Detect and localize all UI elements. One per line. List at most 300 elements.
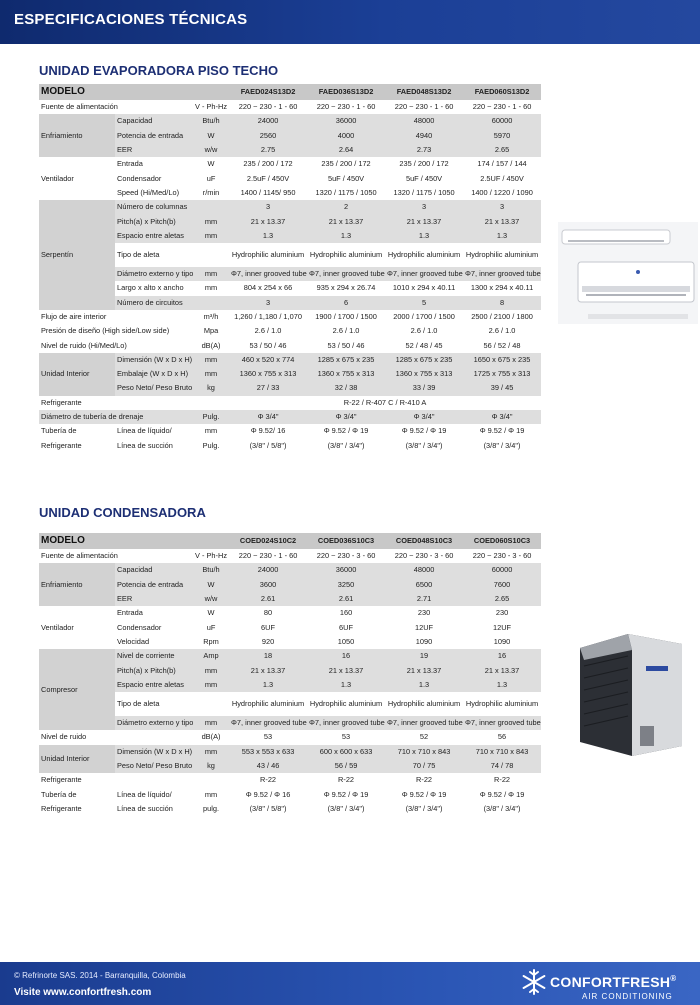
row-value: 36000 [307, 563, 385, 577]
row-value: 3250 [307, 578, 385, 592]
row-value: 220 ~ 230 - 1 - 60 [472, 102, 532, 112]
row-value: 1900 / 1700 / 1500 [315, 312, 377, 321]
row-value: 70 / 75 [385, 759, 463, 773]
row-unit: kg [193, 381, 229, 395]
row-unit: W [207, 159, 215, 169]
tuberia-label: Tubería de [41, 426, 77, 436]
row-value: 235 / 200 / 172 [243, 159, 293, 169]
drenaje-value: Φ 3/4" [463, 410, 541, 424]
row-value: 2.6 / 1.0 [488, 326, 516, 336]
row-value: Hydrophilic aluminium [309, 249, 383, 259]
row-value: 1360 x 755 x 313 [385, 367, 463, 381]
row-value: Hydrophilic aluminium [309, 698, 383, 708]
row-label: Presión de diseño (High side/Low side) [41, 326, 170, 336]
spec-row [39, 338, 541, 352]
brand-subtitle: AIR CONDITIONING [582, 992, 673, 1001]
row-group-label: Serpentín [39, 200, 115, 310]
row-value: 2.6 / 1.0 [332, 326, 360, 336]
row-label: EER [115, 143, 193, 157]
row-label: Entrada [117, 159, 143, 169]
succion-label: Línea de succión [117, 803, 173, 813]
snowflake-icon [520, 968, 548, 996]
row-value: 16 [463, 649, 541, 663]
row-value: Φ7, inner grooved tube [229, 716, 307, 730]
row-value: 56 / 52 / 48 [483, 340, 521, 350]
footer-website-link[interactable]: Visite www.confortfresh.com [14, 987, 152, 998]
row-label: Número de circuitos [115, 296, 193, 310]
row-label: Capacidad [115, 114, 193, 128]
row-value: 4940 [385, 129, 463, 143]
row-group-label: Enfriamiento [39, 114, 115, 157]
row-unit: dB(A) [201, 732, 221, 742]
row-unit: W [207, 608, 215, 618]
row-value: 174 / 157 / 144 [477, 159, 527, 169]
spec-row [39, 114, 541, 128]
row-value: 6UF [339, 622, 354, 632]
row-value: 1.3 [307, 229, 385, 243]
tuberia-mm-value: Φ 9.52 / Φ 19 [479, 789, 525, 799]
row-unit: dB(A) [201, 340, 221, 350]
tuberia-in-value: (3/8" / 3/4") [327, 803, 365, 813]
row-value: 2560 [229, 129, 307, 143]
row-unit [193, 773, 229, 787]
tuberia-mm-value: Φ 9.52 / Φ 16 [245, 789, 291, 799]
tuberia-label: Tubería de [41, 789, 77, 799]
row-value: 1725 x 755 x 313 [463, 367, 541, 381]
row-value: 1650 x 675 x 235 [463, 353, 541, 367]
row-value: 53 [263, 732, 273, 742]
row-group-label: Ventilador [39, 157, 115, 200]
spec-row [39, 381, 541, 395]
row-value: 36000 [307, 114, 385, 128]
spec-row [39, 716, 541, 730]
row-value: 1.3 [307, 678, 385, 692]
row-value: 7600 [463, 578, 541, 592]
tuberia-row [39, 439, 541, 453]
row-value: 1320 / 1175 / 1050 [315, 187, 377, 197]
spec-row [39, 157, 541, 171]
spec-row [39, 200, 541, 214]
tuberia-unit: mm [204, 789, 218, 799]
drenaje-unit: Pulg. [193, 410, 229, 424]
row-unit: Rpm [203, 636, 219, 646]
spec-row [39, 296, 541, 310]
row-value: 2.6 / 1.0 [254, 326, 282, 336]
row-unit: m³/h [203, 312, 219, 321]
row-label: Espacio entre aletas [115, 678, 193, 692]
row-label: Embalaje (W x D x H) [115, 367, 193, 381]
row-value: 1285 x 675 x 235 [385, 353, 463, 367]
row-label: Velocidad [117, 636, 150, 646]
drenaje-value: Φ 3/4" [307, 410, 385, 424]
spec-row [39, 578, 541, 592]
row-value: 21 x 13.37 [307, 214, 385, 228]
brand-logo [550, 974, 676, 990]
row-value: 1285 x 675 x 235 [307, 353, 385, 367]
row-group-label: Compresor [39, 649, 115, 730]
row-value: 3600 [229, 578, 307, 592]
tuberia-mm-value: Φ 9.52 / Φ 19 [401, 789, 447, 799]
row-label: Dimensión (W x D x H) [115, 745, 193, 759]
row-label: Fuente de alimentación [41, 551, 118, 561]
row-value: 24000 [229, 563, 307, 577]
row-value: 220 ~ 230 - 3 - 60 [472, 551, 532, 561]
row-value: 12UF [492, 622, 512, 632]
row-unit: Btu/h [193, 563, 229, 577]
row-value: 21 x 13.37 [463, 663, 541, 677]
row-value: 3 [463, 200, 541, 214]
tuberia-unit: mm [204, 426, 218, 436]
row-value: 220 ~ 230 - 3 - 60 [394, 551, 454, 561]
evaporadora-spec-table [39, 84, 541, 453]
tuberia-row [39, 787, 541, 801]
row-unit: Btu/h [193, 114, 229, 128]
spec-row [39, 549, 541, 563]
refrigerante-label: Refrigerante [41, 397, 82, 407]
row-value: 2.6 / 1.0 [410, 326, 438, 336]
spec-row [39, 186, 541, 200]
succion-label: Línea de succión [117, 440, 173, 450]
row-label: Peso Neto/ Peso Bruto [115, 759, 193, 773]
tuberia-row [39, 424, 541, 438]
spec-row [39, 143, 541, 157]
row-value: 5 [385, 296, 463, 310]
row-value: 1.3 [385, 678, 463, 692]
model-name: FAED024S13D2 [229, 84, 307, 100]
row-label: EER [115, 592, 193, 606]
tuberia-label: Refrigerante [41, 440, 82, 450]
row-value: 2 [307, 200, 385, 214]
tuberia-in-value: (3/8" / 3/4") [405, 803, 443, 813]
row-label: Peso Neto/ Peso Bruto [115, 381, 193, 395]
spec-row [39, 100, 541, 114]
row-value: 1.3 [229, 678, 307, 692]
row-value: 53 / 50 / 46 [249, 340, 287, 350]
row-value: 2.71 [385, 592, 463, 606]
spec-row [39, 281, 541, 295]
spec-row [39, 678, 541, 692]
spec-row [39, 592, 541, 606]
row-value: 1360 x 755 x 313 [307, 367, 385, 381]
liquido-label: Línea de líquido/ [117, 426, 172, 436]
row-value: 56 [497, 732, 507, 742]
refrigerante-row [39, 396, 541, 410]
row-value: 53 [341, 732, 351, 742]
row-value: 2.75 [229, 143, 307, 157]
row-value: 3 [385, 200, 463, 214]
row-value: 160 [339, 608, 353, 618]
row-value: 235 / 200 / 172 [321, 159, 371, 169]
row-value: 21 x 13.37 [385, 214, 463, 228]
row-value: 8 [463, 296, 541, 310]
row-value: 6 [307, 296, 385, 310]
spec-row [39, 649, 541, 663]
model-name: FAED060S13D2 [463, 84, 541, 100]
row-group-label: Unidad Interior [39, 745, 115, 774]
row-value: 12UF [414, 622, 434, 632]
drenaje-row [39, 410, 541, 424]
row-label: Pitch(a) x Pitch(b) [115, 663, 193, 677]
row-unit: mm [193, 367, 229, 381]
spec-row [39, 563, 541, 577]
row-value: 220 ~ 230 - 1 - 60 [238, 551, 298, 561]
outdoor-unit-photo [570, 630, 688, 758]
row-unit [193, 296, 229, 310]
row-value: 935 x 294 x 26.74 [316, 283, 376, 293]
spec-row [39, 214, 541, 228]
spec-row [39, 243, 541, 267]
tuberia-in-value: (3/8" / 3/4") [483, 803, 521, 813]
row-unit: W [193, 129, 229, 143]
row-unit: W [193, 578, 229, 592]
model-name: FAED036S13D2 [307, 84, 385, 100]
row-label: Diámetro externo y tipo [115, 716, 193, 730]
row-value: 21 x 13.37 [229, 214, 307, 228]
row-value: 1400 / 1145/ 950 [240, 187, 296, 197]
spec-row [39, 606, 541, 620]
row-value: Φ7, inner grooved tube [463, 716, 541, 730]
spec-row [39, 730, 541, 744]
row-unit: mm [193, 267, 229, 281]
model-header-row [39, 84, 541, 100]
tuberia-label: Refrigerante [41, 803, 82, 813]
row-unit: mm [204, 283, 218, 293]
row-value: Φ7, inner grooved tube [463, 267, 541, 281]
spec-row [39, 759, 541, 773]
model-name: COED036S10C3 [307, 533, 385, 549]
row-value: Φ7, inner grooved tube [385, 267, 463, 281]
model-name: COED024S10C2 [229, 533, 307, 549]
tuberia-unit: Pulg. [202, 440, 220, 450]
row-value: 600 x 600 x 633 [307, 745, 385, 759]
row-unit: w/w [193, 143, 229, 157]
row-label: Condensador [117, 173, 162, 183]
row-label: Pitch(a) x Pitch(b) [115, 214, 193, 228]
row-value: 21 x 13.37 [307, 663, 385, 677]
row-value: 1090 [493, 636, 511, 646]
row-value: 2500 / 2100 / 1800 [471, 312, 533, 321]
spec-row [39, 310, 541, 324]
row-value: 56 / 59 [307, 759, 385, 773]
spec-row [39, 267, 541, 281]
tuberia-in-value: (3/8" / 3/4") [483, 440, 521, 450]
row-value: 553 x 553 x 633 [229, 745, 307, 759]
row-value: 1320 / 1175 / 1050 [393, 187, 455, 197]
model-label: MODELO [39, 84, 229, 100]
refrigerante-value: R-22 / R-407 C / R-410 A [343, 397, 427, 407]
row-value: 48000 [385, 114, 463, 128]
row-value: 1010 x 294 x 40.11 [392, 283, 456, 293]
row-value: 21 x 13.37 [385, 663, 463, 677]
row-group-label: Ventilador [39, 606, 115, 649]
row-value: 18 [229, 649, 307, 663]
row-value: Hydrophilic aluminium [387, 249, 461, 259]
spec-row [39, 324, 541, 338]
row-label: Nivel de ruido (Hi/Med/Lo) [41, 340, 127, 350]
row-value: Hydrophilic aluminium [231, 698, 305, 708]
row-value: 230 [495, 608, 509, 618]
row-value: 24000 [229, 114, 307, 128]
row-label: Capacidad [115, 563, 193, 577]
row-label: Nivel de corriente [115, 649, 193, 663]
row-label: Largo x alto x ancho [117, 283, 184, 293]
row-unit: mm [193, 229, 229, 243]
row-label: Tipo de aleta [117, 249, 160, 259]
row-value: 710 x 710 x 843 [385, 745, 463, 759]
spec-row [39, 692, 541, 716]
row-value: 21 x 13.37 [463, 214, 541, 228]
row-unit: mm [193, 745, 229, 759]
spec-row [39, 353, 541, 367]
row-value: 74 / 78 [463, 759, 541, 773]
page-title: ESPECIFICACIONES TÉCNICAS [14, 11, 248, 28]
spec-row [39, 745, 541, 759]
row-value: 2.73 [385, 143, 463, 157]
brand-registered-mark: ® [670, 974, 677, 983]
row-value: 52 [419, 732, 429, 742]
row-value: 804 x 254 x 66 [243, 283, 293, 293]
row-value: R-22 [494, 775, 511, 785]
row-unit: Mpa [203, 326, 219, 336]
row-value: 6UF [261, 622, 276, 632]
row-value: 220 ~ 230 - 1 - 60 [394, 102, 454, 112]
row-label: Condensador [117, 622, 162, 632]
row-value: 53 / 50 / 46 [327, 340, 365, 350]
tuberia-in-value: (3/8" / 5/8") [249, 440, 287, 450]
row-value: 43 / 46 [229, 759, 307, 773]
row-value: 4000 [307, 129, 385, 143]
row-unit: uF [206, 622, 216, 632]
row-label: Fuente de alimentación [41, 102, 118, 112]
row-unit: r/min [202, 187, 220, 197]
row-unit [193, 692, 229, 716]
row-unit: w/w [193, 592, 229, 606]
row-unit: mm [193, 663, 229, 677]
spec-row [39, 663, 541, 677]
row-value: 3 [229, 296, 307, 310]
row-value: Hydrophilic aluminium [465, 249, 539, 259]
row-value: 21 x 13.37 [229, 663, 307, 677]
row-unit [193, 243, 229, 267]
tuberia-mm-value: Φ 9.52 / Φ 19 [401, 426, 447, 436]
brand-name: CONFORTFRESH [550, 974, 671, 990]
row-unit: uF [206, 173, 216, 183]
row-value: 60000 [463, 114, 541, 128]
evaporadora-title: UNIDAD EVAPORADORA PISO TECHO [39, 63, 279, 78]
row-value: 2000 / 1700 / 1500 [393, 312, 455, 321]
spec-row [39, 171, 541, 185]
row-value: 80 [263, 608, 273, 618]
drenaje-value: Φ 3/4" [385, 410, 463, 424]
row-label: Espacio entre aletas [115, 229, 193, 243]
row-value: Hydrophilic aluminium [387, 698, 461, 708]
row-label: Nivel de ruido [41, 732, 87, 742]
row-value: 1.3 [385, 229, 463, 243]
row-value: 220 ~ 230 - 1 - 60 [238, 102, 298, 112]
row-value: 220 ~ 230 - 3 - 60 [316, 551, 376, 561]
row-value: R-22 [416, 775, 433, 785]
row-value: 5970 [463, 129, 541, 143]
model-name: COED048S10C3 [385, 533, 463, 549]
row-value: 3 [229, 200, 307, 214]
tuberia-unit: pulg. [203, 803, 220, 813]
row-unit: mm [193, 678, 229, 692]
row-unit [193, 200, 229, 214]
footer-copyright: © Refrinorte SAS. 2014 - Barranquilla, Colombia [14, 971, 186, 980]
row-value: 32 / 38 [307, 381, 385, 395]
row-value: 2.65 [463, 143, 541, 157]
row-label: Tipo de aleta [117, 698, 160, 708]
spec-row [39, 620, 541, 634]
row-value: 16 [307, 649, 385, 663]
row-value: Hydrophilic aluminium [231, 249, 305, 259]
drenaje-label: Diámetro de tubería de drenaje [39, 410, 193, 424]
row-value: 1.3 [463, 678, 541, 692]
row-label: Entrada [117, 608, 143, 618]
row-value: 2.65 [463, 592, 541, 606]
row-value: 2.61 [229, 592, 307, 606]
row-unit: V - Ph-Hz [195, 102, 228, 112]
model-header-row [39, 533, 541, 549]
row-value: R-22 [260, 775, 277, 785]
row-value: 1.3 [463, 229, 541, 243]
indoor-unit-photo [558, 222, 698, 324]
row-value: 33 / 39 [385, 381, 463, 395]
row-label: Número de columnas [115, 200, 193, 214]
tuberia-mm-value: Φ 9.52 / Φ 19 [479, 426, 525, 436]
row-value: 2.61 [307, 592, 385, 606]
row-value: 2.64 [307, 143, 385, 157]
row-unit: mm [193, 214, 229, 228]
tuberia-mm-value: Φ 9.52 / Φ 19 [323, 789, 369, 799]
drenaje-value: Φ 3/4" [229, 410, 307, 424]
row-value: Φ7, inner grooved tube [307, 267, 385, 281]
spec-row [39, 635, 541, 649]
row-value: Hydrophilic aluminium [465, 698, 539, 708]
row-label: Refrigerante [41, 775, 82, 785]
row-value: R-22 [338, 775, 355, 785]
row-value: 920 [261, 636, 275, 646]
tuberia-in-value: (3/8" / 3/4") [405, 440, 443, 450]
row-value: 1300 x 294 x 40.11 [470, 283, 534, 293]
tuberia-in-value: (3/8" / 5/8") [249, 803, 287, 813]
row-value: 710 x 710 x 843 [463, 745, 541, 759]
row-group-label: Enfriamiento [39, 563, 115, 606]
row-label: Potencia de entrada [115, 578, 193, 592]
row-label: Flujo de aire interior [41, 312, 107, 321]
row-value: 1.3 [229, 229, 307, 243]
row-unit: mm [193, 353, 229, 367]
row-label: Diámetro externo y tipo [115, 267, 193, 281]
row-value: 48000 [385, 563, 463, 577]
row-unit: V - Ph-Hz [195, 551, 228, 561]
spec-row [39, 367, 541, 381]
row-value: 1400 / 1220 / 1090 [471, 187, 533, 197]
row-value: 460 x 520 x 774 [229, 353, 307, 367]
row-value: 60000 [463, 563, 541, 577]
condensadora-title: UNIDAD CONDENSADORA [39, 505, 206, 520]
tuberia-mm-value: Φ 9.52/ 16 [250, 426, 286, 436]
row-value: 5uF / 450V [327, 173, 365, 183]
row-unit: kg [193, 759, 229, 773]
row-value: 1050 [337, 636, 355, 646]
spec-row [39, 129, 541, 143]
model-name: FAED048S13D2 [385, 84, 463, 100]
row-label: Speed (Hi/Med/Lo) [117, 187, 180, 197]
row-unit: Amp [193, 649, 229, 663]
row-value: 27 / 33 [229, 381, 307, 395]
row-group-label: Unidad Interior [39, 353, 115, 396]
